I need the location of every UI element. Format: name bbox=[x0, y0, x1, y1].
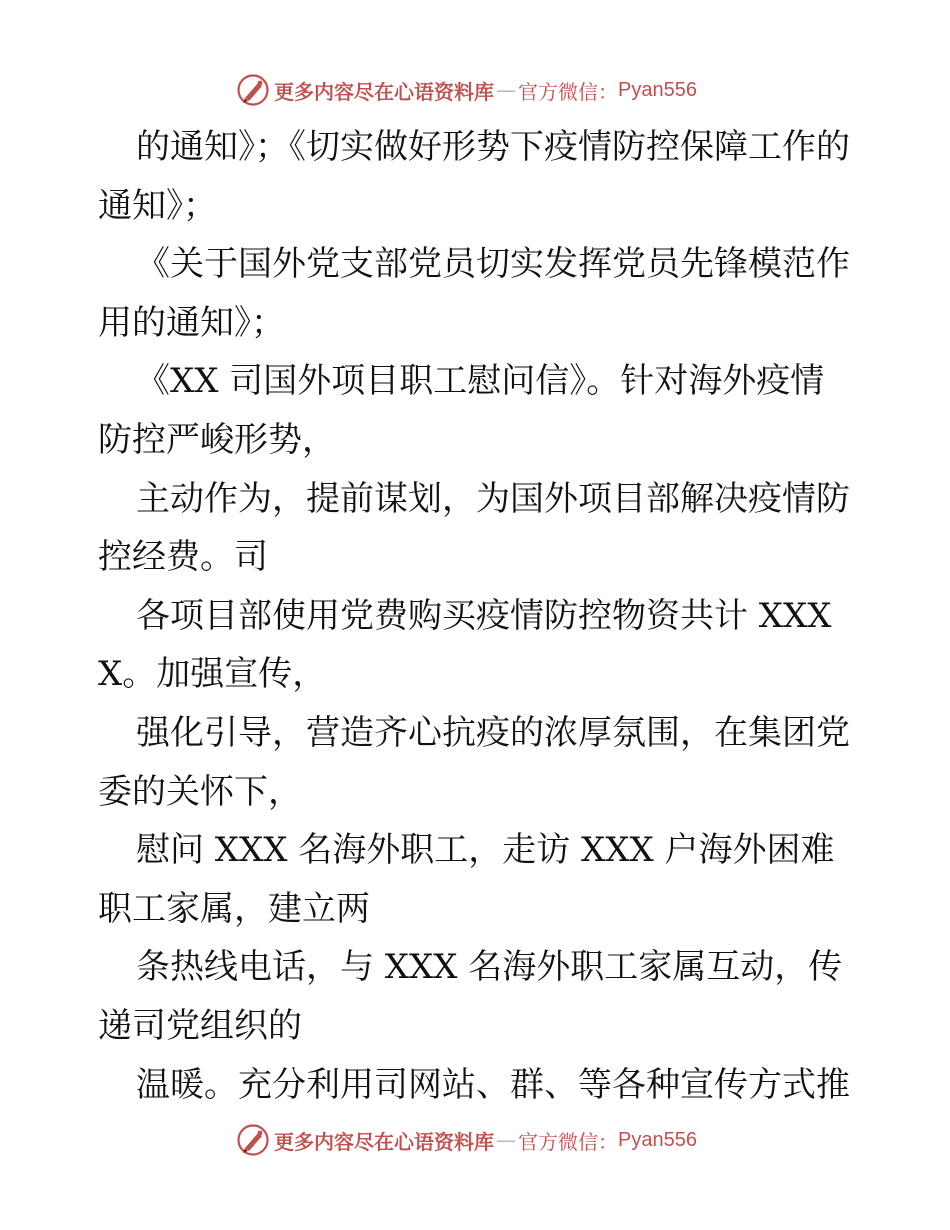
banner-brand-text: 更多内容尽在心语资料库 bbox=[274, 79, 494, 104]
banner-wechat-label: 官方微信： bbox=[518, 1129, 618, 1154]
paragraph: 《关于国外党支部党员切实发挥党员先锋模范作用的通知》； bbox=[98, 244, 850, 343]
banner-dash: — bbox=[496, 1128, 516, 1152]
header-watermark-banner bbox=[236, 70, 697, 110]
banner-account: Pyan556 bbox=[618, 78, 697, 101]
footer-watermark-banner bbox=[236, 1120, 697, 1160]
paragraph: 的通知》；《切实做好形势下疫情防控保障工作的通知》； bbox=[98, 127, 850, 226]
banner-brand-text: 更多内容尽在心语资料库 bbox=[274, 1129, 494, 1154]
paragraph: 慰问 XXX 名海外职工，走访 XXX 户海外困难职工家属，建立两 bbox=[98, 830, 835, 929]
paragraph: 主动作为，提前谋划，为国外项目部解决疫情防控经费。司 bbox=[98, 478, 850, 578]
banner-dash: — bbox=[496, 78, 516, 102]
pen-logo-icon bbox=[236, 1123, 270, 1157]
pen-logo-icon bbox=[236, 73, 270, 107]
paragraph: 强化引导，营造齐心抗疫的浓厚氛围，在集团党委的关怀下， bbox=[98, 712, 850, 812]
document-body bbox=[98, 118, 858, 1114]
paragraph: 各项目部使用党费购买疫情防控物资共计 XXXX。加强宣传， bbox=[98, 595, 832, 695]
paragraph: 条热线电话，与 XXX 名海外职工家属互动，传递司党组织的 bbox=[98, 947, 843, 1046]
paragraph: 《XX 司国外项目职工慰问信》。针对海外疫情防控严峻形势， bbox=[98, 361, 825, 460]
banner-account: Pyan556 bbox=[618, 1128, 697, 1151]
paragraph: 温暖。充分利用司网站、群、等各种宣传方式推 bbox=[136, 1064, 850, 1105]
banner-wechat-label: 官方微信： bbox=[518, 79, 618, 104]
